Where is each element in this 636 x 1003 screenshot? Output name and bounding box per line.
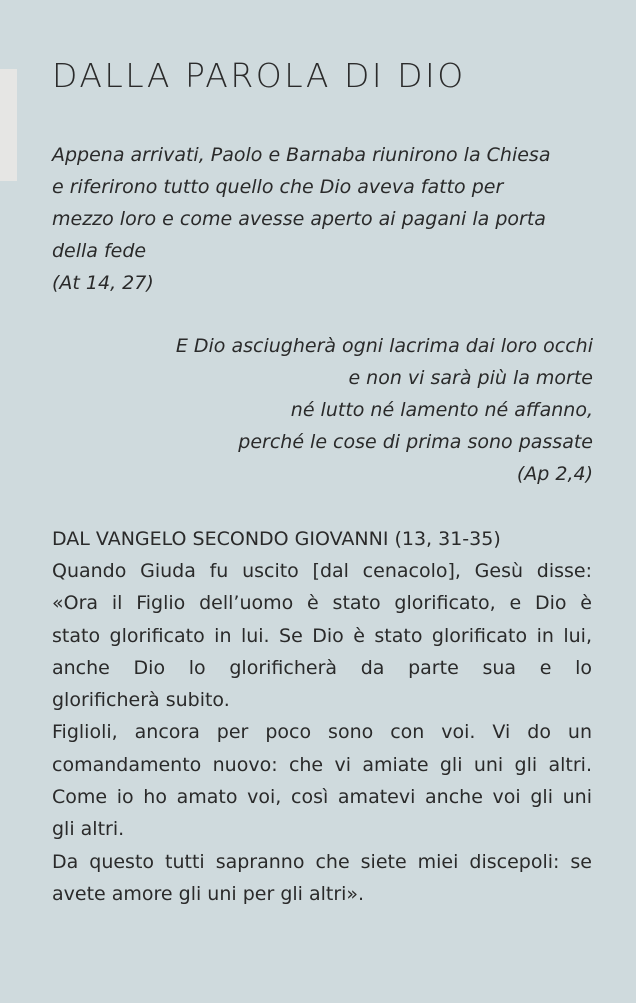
gospel-line: Da questo tutti sapranno che siete miei discepoli: se [52,850,592,873]
revelation-line: e non vi sarà più la morte [348,367,593,389]
revelation-line: perché le cose di prima sono passate [238,431,593,453]
acts-reference: (At 14, 27) [52,272,154,294]
page-title: DALLA PAROLA DI DIO [52,56,466,95]
gospel-line: anche Dio lo glorificherà da parte sua e lo [52,656,592,679]
revelation-line: né lutto né lamento né affanno, [290,399,593,421]
gospel-line: Figlioli, ancora per poco sono con voi. Vi do un [52,721,592,744]
acts-line: mezzo loro e come avesse aperto ai pagani la porta [52,208,546,230]
gospel-text [52,555,592,910]
gospel-line: «Ora il Figlio dell’uomo è stato glorificato, e Dio è [52,592,592,615]
side-tab [0,69,17,181]
revelation-reference: (Ap 2,4) [516,463,593,485]
acts-line: e riferirono tutto quello che Dio aveva fatto per [52,176,504,198]
revelation-passage [33,330,593,490]
gospel-line: gli altri. [52,818,125,841]
acts-line: della fede [52,240,147,262]
gospel-heading: DAL VANGELO SECONDO GIOVANNI (13, 31-35) [52,528,501,550]
acts-passage [52,139,597,299]
revelation-line: E Dio asciugherà ogni lacrima dai loro occhi [175,335,593,357]
gospel-line: glorificherà subito. [52,689,230,712]
acts-line: Appena arrivati, Paolo e Barnaba riunirono la Chiesa [52,144,551,166]
gospel-line: comandamento nuovo: che vi amiate gli uni gli altri. [52,753,592,776]
gospel-line: stato glorificato in lui. Se Dio è stato glorificato in lui, [52,624,592,647]
gospel-line: avete amore gli uni per gli altri». [52,882,365,905]
gospel-line: Come io ho amato voi, così amatevi anche voi gli uni [52,786,592,809]
gospel-line: Quando Giuda fu uscito [dal cenacolo], Gesù disse: [52,560,592,582]
